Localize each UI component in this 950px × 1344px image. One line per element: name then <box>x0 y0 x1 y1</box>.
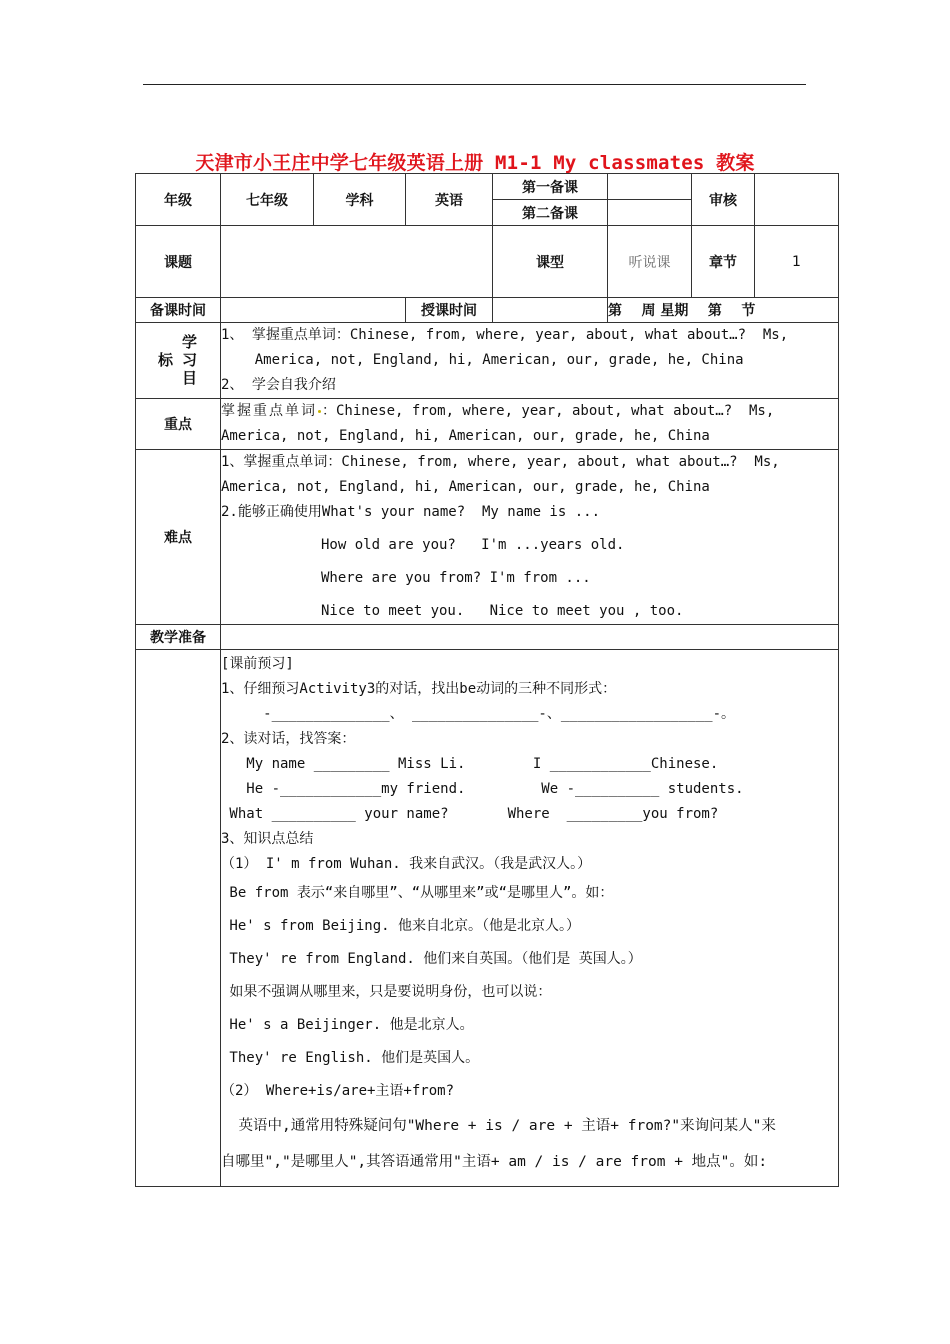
goals-line: 1、 掌握重点单词：Chinese, from, where, year, about, what about…? Ms, <box>221 327 789 343</box>
header-rule <box>143 84 806 85</box>
dialog-line: How old are you? I'm ...years old. <box>321 537 625 553</box>
content-body <box>221 650 839 1187</box>
topic-value <box>221 226 493 298</box>
content-line: My name _________ Miss Li. I ____________Chinese. <box>221 756 719 772</box>
dialog-line: Nice to meet you. Nice to meet you , too. <box>321 603 684 619</box>
teach-time-label: 授课时间 <box>406 298 493 323</box>
type-label: 课型 <box>493 226 608 298</box>
content-line: 2、读对话，找答案： <box>221 731 356 747</box>
content-label <box>136 650 221 1187</box>
content-line: 如果不强调从哪里来，只是要说明身份，也可以说： <box>221 984 552 1000</box>
week-period: 第 周 星期 第 节 <box>608 298 839 323</box>
keypoints-line: 掌握重点单词 <box>221 403 317 419</box>
review-label: 审核 <box>692 174 755 226</box>
difficulties-content <box>221 450 839 625</box>
content-line: He' s from Beijing. 他来自北京。（他是北京人。） <box>221 918 581 934</box>
dialog-line: Where are you from? I'm from ... <box>321 570 591 586</box>
difficulties-label: 难点 <box>136 450 221 625</box>
content-line: -______________、 _______________-、__________________-。 <box>221 706 736 722</box>
document-title: 天津市小王庄中学七年级英语上册 M1-1 My classmates 教案 <box>195 152 755 174</box>
chapter-value: 1 <box>755 226 839 298</box>
marker-dot <box>318 410 321 413</box>
content-line: [课前预习] <box>221 656 294 672</box>
content-line: 1、仔细预习Activity3的对话，找出be动词的三种不同形式： <box>221 681 617 697</box>
preparation-value <box>221 625 839 650</box>
keypoints-label: 重点 <box>136 399 221 450</box>
content-line: 英语中,通常用特殊疑问句"Where + is / are + 主语+ from?"来询问某人"来 <box>221 1118 776 1134</box>
review-value <box>755 174 839 226</box>
subject-value: 英语 <box>406 174 493 226</box>
subject-label: 学科 <box>314 174 406 226</box>
type-value: 听说课 <box>608 226 692 298</box>
content-line: 3、知识点总结 <box>221 831 314 847</box>
grade-value: 七年级 <box>221 174 314 226</box>
prep-time-label: 备课时间 <box>136 298 221 323</box>
content-line: What __________ your name? Where _________you from? <box>221 806 719 822</box>
topic-label: 课题 <box>136 226 221 298</box>
goals-line: America, not, England, hi, American, our, grade, he, China <box>221 352 744 368</box>
preparation-label: 教学准备 <box>136 625 221 650</box>
difficulties-line: 1、掌握重点单词：Chinese, from, where, year, about, what about…? Ms, <box>221 454 780 470</box>
content-line: （1） I' m from Wuhan. 我来自武汉。（我是武汉人。） <box>221 856 592 872</box>
difficulties-line: America, not, England, hi, American, our, grade, he, China <box>221 479 710 495</box>
content-line: They' re from England. 他们来自英国。（他们是 英国人。） <box>221 951 642 967</box>
goals-content <box>221 323 839 399</box>
content-line: Be from 表示“来自哪里”、“从哪里来”或“是哪里人”。如： <box>221 885 614 901</box>
keypoints-content <box>221 399 839 450</box>
teach-time-value <box>493 298 608 323</box>
prep1-value <box>608 174 692 200</box>
lesson-plan-table <box>135 173 839 1187</box>
chapter-label: 章节 <box>692 226 755 298</box>
difficulties-line: 2.能够正确使用What's your name? My name is ... <box>221 504 601 520</box>
keypoints-line: America, not, England, hi, American, our, grade, he, China <box>221 428 710 444</box>
goals-label: 学 标 习 目 <box>136 323 221 399</box>
content-line: They' re English. 他们是英国人。 <box>221 1050 480 1066</box>
keypoints-line: ：Chinese, from, where, year, about, what about…? Ms, <box>322 403 775 419</box>
prep-time-value <box>221 298 406 323</box>
content-line: He -____________my friend. We -__________ students. <box>221 781 744 797</box>
prep2-label: 第二备课 <box>493 200 608 226</box>
grade-label: 年级 <box>136 174 221 226</box>
prep2-value <box>608 200 692 226</box>
content-line: He' s a Beijinger. 他是北京人。 <box>221 1017 474 1033</box>
content-line: 自哪里","是哪里人",其答语通常用"主语+ am / is / are from + 地点"。如: <box>221 1154 768 1170</box>
content-line: （2） Where+is/are+主语+from? <box>221 1083 455 1099</box>
prep1-label: 第一备课 <box>493 174 608 200</box>
goals-line: 2、 学会自我介绍 <box>221 377 336 393</box>
